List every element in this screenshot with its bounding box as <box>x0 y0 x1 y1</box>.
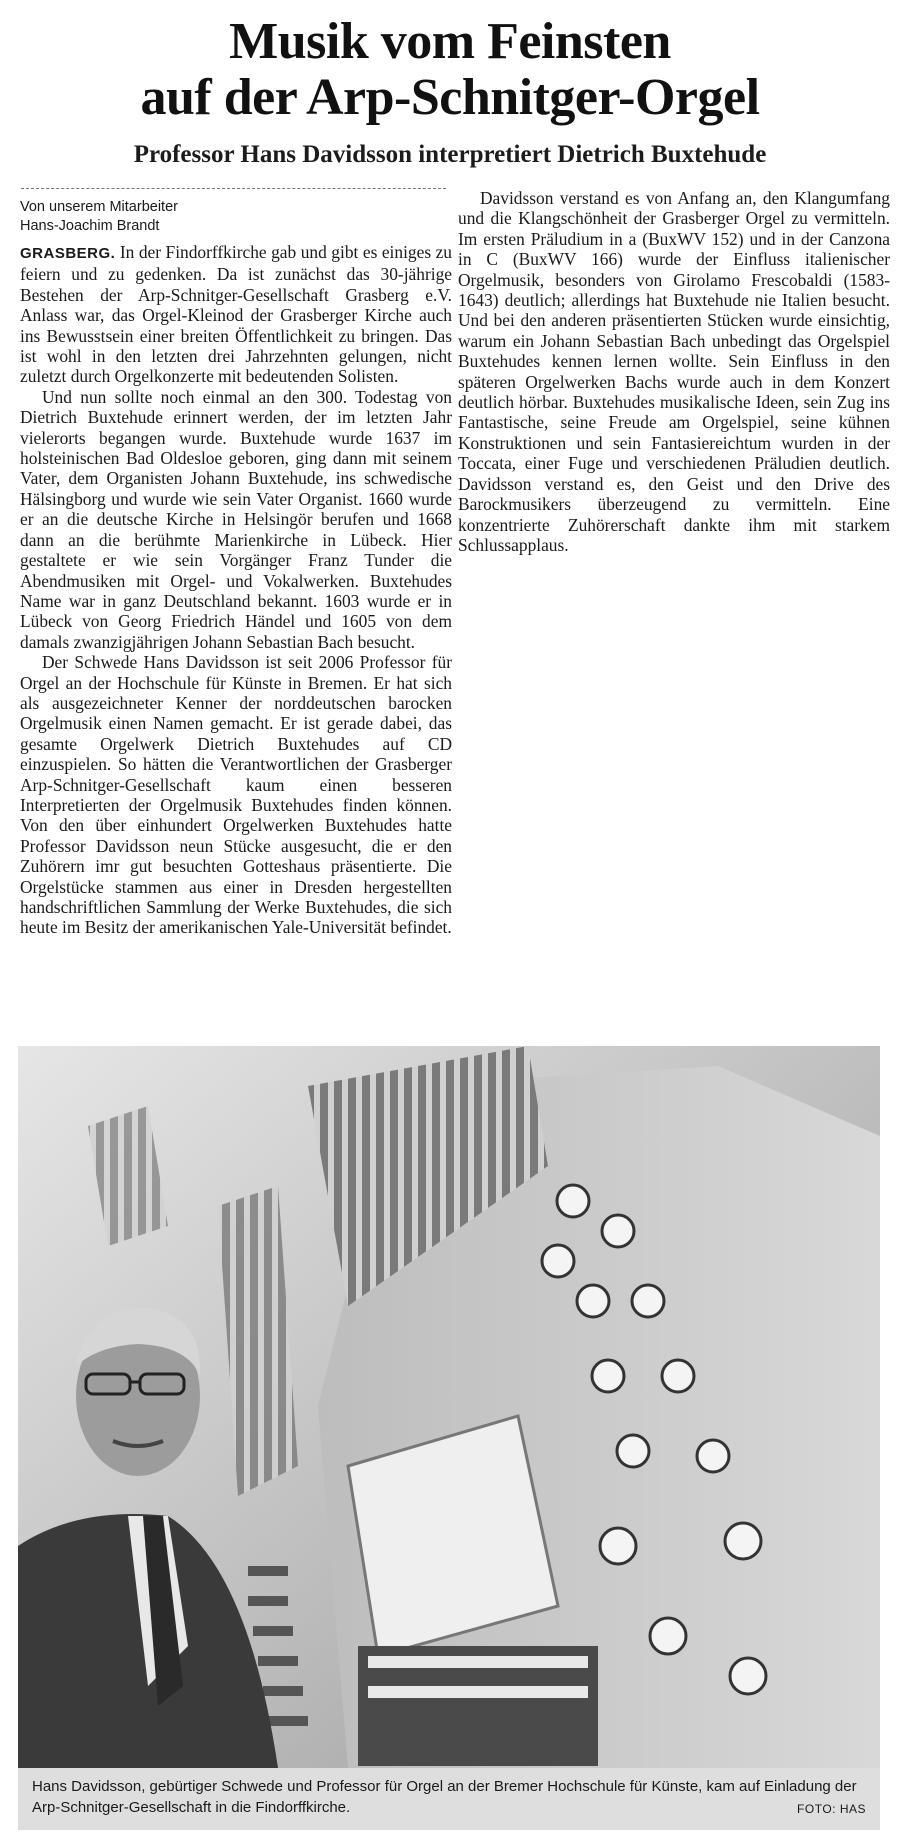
paragraph-3: Der Schwede Hans Davidsson ist seit 2006 Professor für Orgel an der Hochschule für Künste in Bremen. Er hat sich als ausgezeichneter Kenner der norddeutschen barocken Orgelmusik einen Namen gemacht. Er ist gerade dabei, das gesamte Orgelwerk Dietrich Buxtehudes auf CD einzuspielen. So hätten die Verantwortlichen der Grasberger Arp-Schnitger-Gesellschaft kaum einen besseren Interpretierten der Orgelmusik Buxtehudes finden können. Von den über einhundert Orgelwerken Buxtehudes hatte Professor Davidsson neun Stücke ausgesucht, die er den Zuhörern imr gut besuchten Gotteshaus präsentierte. Die Orgelstücke stammen aus einer in Dresden hergestellten handschriftlichen Sammlung der Werke Buxtehudes, die sich heute im Besitz der amerikanischen Yale-Universität befindet. <box>20 652 452 938</box>
byline-author: Hans-Joachim Brandt <box>20 218 160 234</box>
headline-line-1: Musik vom Feinsten <box>229 13 671 70</box>
byline-line-1: Von unserem Mitarbeiter <box>20 199 178 215</box>
headline-line-2: auf der Arp-Schnitger-Orgel <box>140 69 760 126</box>
paragraph-1 <box>20 242 452 387</box>
photo-caption-box <box>18 1768 880 1830</box>
photo-credit: FOTO: HAS <box>797 1802 866 1816</box>
article-photo <box>18 1046 880 1768</box>
paragraph-1-text: In der Findorffkirche gab und gibt es einiges zu feiern und zu gedenken. Da ist zunächst das 30-jährige Bestehen der Arp-Schnitger-Gesellschaft Grasberg e.V. Anlass war, das Orgel-Kleinod der Grasberger Kirche auch ins Bewusstsein einer breiten Öffentlichkeit zu bringen. Das ist wohl in den letzten drei Jahrzehnten gelungen, nicht zuletzt durch Orgelkonzerte mit bedeutenden Solisten. <box>20 242 452 387</box>
article-column-left <box>20 188 452 1028</box>
article-subheadline: Professor Hans Davidsson interpretiert Dietrich Buxtehude <box>133 141 767 168</box>
dateline: GRASBERG. <box>20 245 116 262</box>
organ-photo-illustration <box>18 1046 880 1768</box>
paragraph-4: Davidsson verstand es von Anfang an, den Klangumfang und die Klangschönheit der Grasberger Orgel zu vermitteln. Im ersten Präludium in a (BuxWV 152) und in der Canzona in C (BuxWV 166) wurde der Einfluss italienischer Orgelmusik, besonders von Girolamo Frescobaldi (1583-1643) deutlich; allerdings hat Buxtehude nie Italien besucht. Und bei den anderen präsentierten Stücken wurde einsichtig, warum ein Johann Sebastian Bach unbedingt das Orgelspiel Buxtehudes kennen lernen wollte. Sein Einfluss in den späteren Orgelwerken Bachs wurde auch in dem Konzert deutlich hörbar. Buxtehudes musikalische Ideen, sein Zug ins Fantastische, seine Freude am Orgelspiel, seine kühnen Konstruktionen und sein Fantasiereichtum wurden in der Toccata, einer Fuge und verschiedenen Präludien deutlich. Davidsson verstand es, den Geist und den Drive des Barockmusikers überzeugend zu vermitteln. Eine konzentrierte Zuhörerschaft dankte ihm mit starkem Schlussapplaus. <box>458 188 890 555</box>
article-headline <box>20 14 880 126</box>
article-column-right <box>458 188 890 1028</box>
photo-caption: Hans Davidsson, gebürtiger Schwede und Professor für Orgel an der Bremer Hochschule für Künste, kam auf Einladung der Arp-Schnitger-Gesellschaft in die Findorffkirche. <box>32 1778 857 1816</box>
byline <box>20 198 452 236</box>
paragraph-2: Und nun sollte noch einmal an den 300. Todestag von Dietrich Buxtehude erinnert werden, der im letzten Jahr vielerorts begangen wurde. Buxtehude wurde 1637 im holsteinischen Bad Oldesloe geboren, ging dann mit seinem Vater, dem Organisten Johann Buxtehude, ins schwedische Hälsingborg und wurde wie sein Vater Organist. 1660 wurde er an die deutsche Kirche in Helsingör berufen und 1668 dann an die berühmte Marienkirche in Lübeck. Hier gestaltete er wie sein Vorgänger Franz Tunder die Abendmusiken mit Orgel- und Vokalwerken. Buxtehudes Name war in ganz Deutschland bekannt. 1603 wurde er in Lübeck von Georg Friedrich Händel und 1605 von dem damals zwanzigjährigen Johann Sebastian Bach besucht. <box>20 386 452 652</box>
